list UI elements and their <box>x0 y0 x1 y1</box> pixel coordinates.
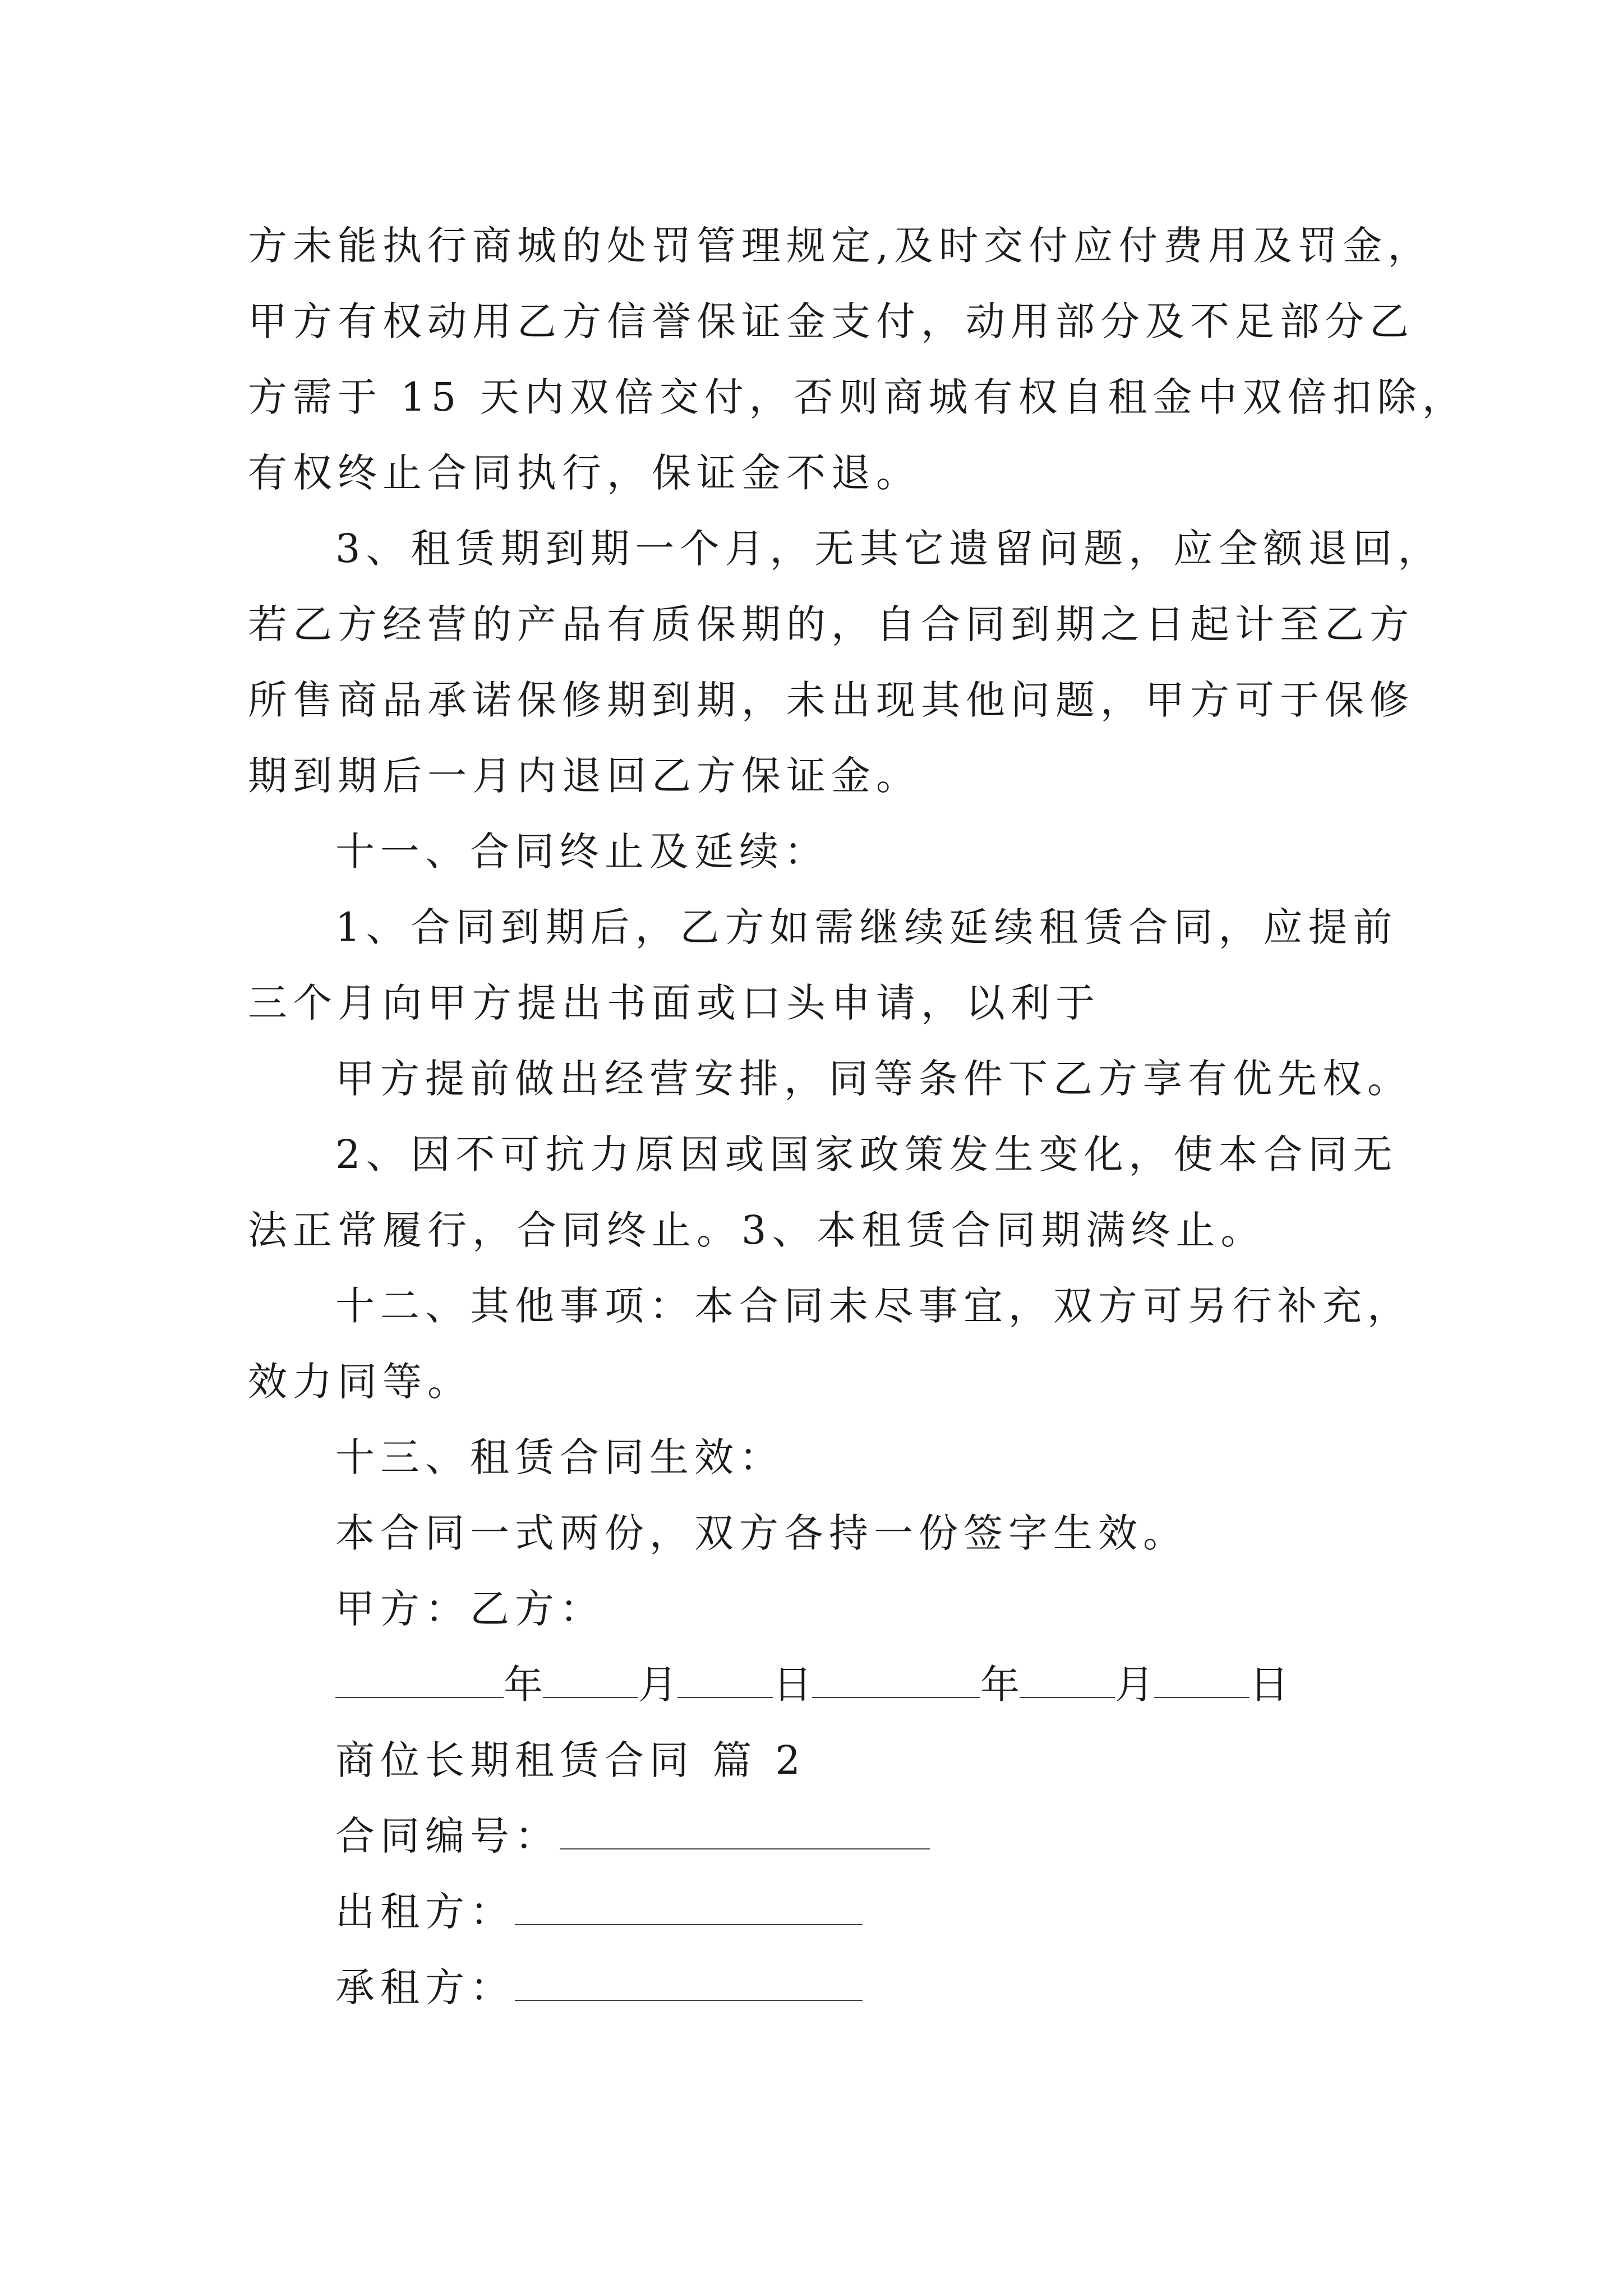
paragraph-line: 方需于 15 天内双倍交付，否则商城有权自租金中双倍扣除， <box>248 374 1467 420</box>
paragraph-line: 期到期后一月内退回乙方保证金。 <box>248 753 921 799</box>
date-blank <box>1020 1664 1115 1698</box>
paragraph-line: 甲方有权动用乙方信誉保证金支付，动用部分及不足部分乙 <box>248 298 1414 344</box>
lessor-label: 出租方： <box>335 1889 515 1935</box>
paragraph-line: 有权终止合同执行，保证金不退。 <box>248 450 921 496</box>
date-row <box>335 1662 1289 1707</box>
date-blank <box>1154 1664 1249 1698</box>
lessor-blank <box>515 1892 863 1925</box>
paragraph-line: 2、因不可抗力原因或国家政策发生变化，使本合同无 <box>335 1131 1398 1177</box>
paragraph-line: 法正常履行，合同终止。3、本租赁合同期满终止。 <box>248 1207 1266 1253</box>
paragraph-line: 效力同等。 <box>248 1359 472 1405</box>
contract-number-label: 合同编号： <box>335 1813 560 1859</box>
lessee-label: 承租方： <box>335 1964 515 2010</box>
date-month-label: 月 <box>1115 1662 1154 1708</box>
paragraph-line: 若乙方经营的产品有质保期的，自合同到期之日起计至乙方 <box>248 601 1414 647</box>
section-heading: 十三、租赁合同生效： <box>335 1434 784 1480</box>
paragraph-line: 三个月向甲方提出书面或口头申请，以利于 <box>248 980 1100 1026</box>
contract-number-blank <box>560 1816 930 1849</box>
paragraph-line: 所售商品承诺保修期到期，未出现其他问题，甲方可于保修 <box>248 677 1414 723</box>
lessor-row <box>335 1889 863 1934</box>
paragraph-line: 本合同一式两份，双方各持一份签字生效。 <box>335 1510 1188 1556</box>
contract-title: 商位长期租赁合同 篇 2 <box>335 1737 806 1783</box>
contract-number-row <box>335 1814 930 1858</box>
paragraph-line: 甲方提前做出经营安排，同等条件下乙方享有优先权。 <box>335 1056 1412 1102</box>
date-blank <box>335 1664 504 1698</box>
paragraph-line: 3、租赁期到期一个月，无其它遗留问题，应全额退回， <box>335 526 1443 572</box>
signature-parties: 甲方：乙方： <box>335 1586 605 1632</box>
date-month-label: 月 <box>638 1662 677 1708</box>
paragraph-line: 1、合同到期后，乙方如需继续延续租赁合同，应提前 <box>335 904 1398 950</box>
paragraph-line: 十二、其他事项：本合同未尽事宜，双方可另行补充， <box>335 1283 1412 1329</box>
paragraph-line: 方未能执行商城的处罚管理规定,及时交付应付费用及罚金， <box>248 223 1433 269</box>
section-heading: 十一、合同终止及延续： <box>335 829 829 875</box>
date-day-label: 日 <box>1249 1662 1289 1708</box>
date-day-label: 日 <box>773 1662 812 1708</box>
date-blank <box>677 1664 773 1698</box>
date-blank <box>543 1664 638 1698</box>
date-blank <box>812 1664 980 1698</box>
date-year-label: 年 <box>980 1662 1020 1708</box>
date-year-label: 年 <box>504 1662 543 1708</box>
lessee-blank <box>515 1967 863 2001</box>
lessee-row <box>335 1965 863 2010</box>
